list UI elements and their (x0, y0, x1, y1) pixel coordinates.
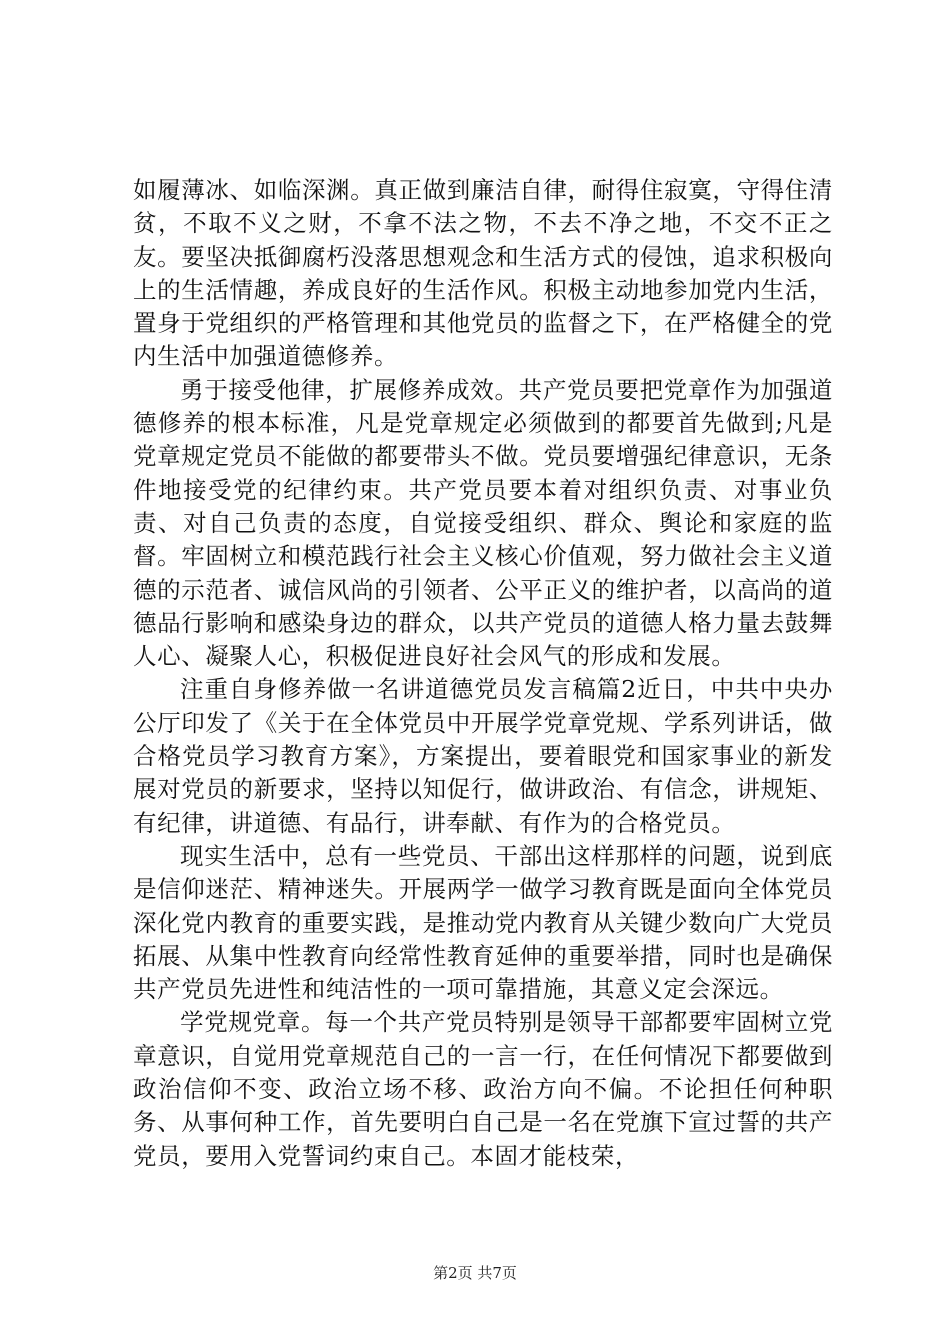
document-body (133, 174, 833, 1173)
paragraph: 勇于接受他律，扩展修养成效。共产党员要把党章作为加强道德修养的根本标准，凡是党章规定必须做到的都要首先做到;凡是党章规定党员不能做的都要带头不做。党员要增强纪律意识，无条件地接受党的纪律约束。共产党员要本着对组织负责、对事业负责、对自己负责的态度，自觉接受组织、群众、舆论和家庭的监督。牢固树立和模范践行社会主义核心价值观，努力做社会主义道德的示范者、诚信风尚的引领者、公平正义的维护者，以高尚的道德品行影响和感染身边的群众，以共产党员的道德人格力量去鼓舞人心、凝聚人心，积极促进良好社会风气的形成和发展。 (133, 375, 833, 671)
paragraph-continued: 如履薄冰、如临深渊。真正做到廉洁自律，耐得住寂寞，守得住清贫，不取不义之财，不拿不法之物，不去不净之地，不交不正之友。要坚决抵御腐朽没落思想观念和生活方式的侵蚀，追求积极向上的生活情趣，养成良好的生活作风。积极主动地参加党内生活，置身于党组织的严格管理和其他党员的监督之下，在严格健全的党内生活中加强道德修养。 (133, 176, 833, 371)
paragraph: 注重自身修养做一名讲道德党员发言稿篇2近日，中共中央办公厅印发了《关于在全体党员中开展学党章党规、学系列讲话，做合格党员学习教育方案》，方案提出，要着眼党和国家事业的新发展对党员的新要求，坚持以知促行，做讲政治、有信念，讲规矩、有纪律，讲道德、有品行，讲奉献、有作为的合格党员。 (133, 675, 833, 837)
paragraph: 学党规党章。每一个共产党员特别是领导干部都要牢固树立党章意识，自觉用党章规范自己的一言一行，在任何情况下都要做到政治信仰不变、政治立场不移、政治方向不偏。不论担任何种职务、从事何种工作，首先要明白自己是一名在党旗下宣过誓的共产党员，要用入党誓词约束自己。本固才能枝荣， (133, 1008, 833, 1170)
page-number-footer: 第2页 共7页 (433, 1264, 517, 1282)
paragraph: 现实生活中，总有一些党员、干部出这样那样的问题，说到底是信仰迷茫、精神迷失。开展两学一做学习教育既是面向全体党员深化党内教育的重要实践，是推动党内教育从关键少数向广大党员拓展、从集中性教育向经常性教育延伸的重要举措，同时也是确保共产党员先进性和纯洁性的一项可靠措施，其意义定会深远。 (133, 841, 833, 1004)
